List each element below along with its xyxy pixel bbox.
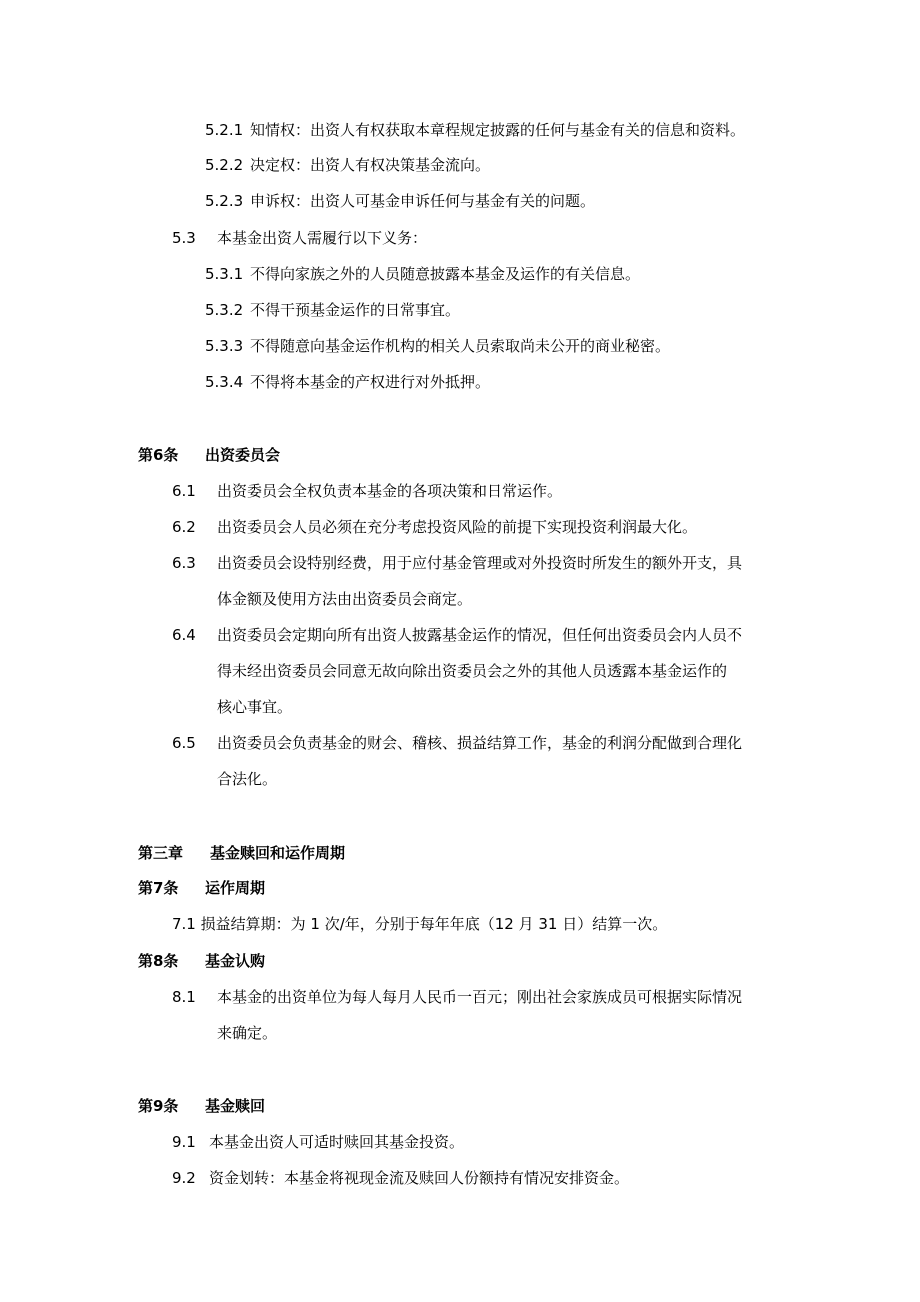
clause-text: 本基金出资人可适时赎回其基金投资。 <box>209 1133 465 1151</box>
clause-text: 出资委员会人员必须在充分考虑投资风险的前提下实现投资利润最大化。 <box>217 518 698 536</box>
clause-text: 核心事宜。 <box>217 698 293 716</box>
clause-text: 本基金出资人需履行以下义务： <box>217 229 428 247</box>
clause-number: 9.1 <box>172 1133 196 1151</box>
article-number: 第7条 <box>138 879 179 897</box>
clause-number: 5.3 <box>172 229 196 247</box>
article-number: 第6条 <box>138 446 179 464</box>
clause-number: 8.1 <box>172 988 196 1006</box>
clause-text: 不得干预基金运作的日常事宜。 <box>250 301 461 319</box>
clause-text: 得未经出资委员会同意无故向除出资委员会之外的其他人员透露本基金运作的 <box>217 662 728 680</box>
clause-text: 不得随意向基金运作机构的相关人员索取尚未公开的商业秘密。 <box>250 337 671 355</box>
clause-text: 不得将本基金的产权进行对外抵押。 <box>250 373 491 391</box>
clause-number: 5.3.3 <box>205 337 244 355</box>
clause-number: 6.3 <box>172 554 196 572</box>
article-title: 运作周期 <box>205 879 266 897</box>
clause-text: 体金额及使用方法由出资委员会商定。 <box>217 590 473 608</box>
clause-text: 资金划转：本基金将视现金流及赎回人份额持有情况安排资金。 <box>209 1169 630 1187</box>
clause-number: 6.4 <box>172 626 196 644</box>
clause-number: 5.2.2 <box>205 156 244 174</box>
clause-text: 来确定。 <box>217 1024 278 1042</box>
chapter-title: 基金赎回和运作周期 <box>210 844 346 862</box>
clause-number: 5.3.4 <box>205 373 244 391</box>
clause-text: 知情权：出资人有权获取本章程规定披露的任何与基金有关的信息和资料。 <box>250 121 746 139</box>
article-title: 基金赎回 <box>205 1097 266 1115</box>
clause-text: 出资委员会定期向所有出资人披露基金运作的情况，但任何出资委员会内人员不 <box>217 626 743 644</box>
article-title: 出资委员会 <box>205 446 281 464</box>
clause-text: 出资委员会全权负责本基金的各项决策和日常运作。 <box>217 482 563 500</box>
chapter-number: 第三章 <box>138 844 184 862</box>
clause-text: 决定权：出资人有权决策基金流向。 <box>250 156 491 174</box>
clause-number: 5.3.1 <box>205 265 244 283</box>
clause-text: 出资委员会设特别经费，用于应付基金管理或对外投资时所发生的额外开支，具 <box>217 554 743 572</box>
clause-number: 9.2 <box>172 1169 196 1187</box>
clause-text: 合法化。 <box>217 770 278 788</box>
clause-number: 5.3.2 <box>205 301 244 319</box>
clause-number: 6.1 <box>172 482 196 500</box>
clause-number: 5.2.1 <box>205 121 244 139</box>
clause-text: 7.1 损益结算期：为 1 次/年，分别于每年年底（12 月 31 日）结算一次。 <box>172 915 668 933</box>
clause-number: 5.2.3 <box>205 192 244 210</box>
article-number: 第9条 <box>138 1097 179 1115</box>
clause-number: 6.5 <box>172 734 196 752</box>
article-title: 基金认购 <box>205 952 266 970</box>
article-number: 第8条 <box>138 952 179 970</box>
clause-text: 不得向家族之外的人员随意披露本基金及运作的有关信息。 <box>250 265 641 283</box>
clause-text: 申诉权：出资人可基金申诉任何与基金有关的问题。 <box>250 192 596 210</box>
clause-text: 出资委员会负责基金的财会、稽核、损益结算工作，基金的利润分配做到合理化 <box>217 734 743 752</box>
clause-number: 6.2 <box>172 518 196 536</box>
clause-text: 本基金的出资单位为每人每月人民币一百元；刚出社会家族成员可根据实际情况 <box>217 988 743 1006</box>
